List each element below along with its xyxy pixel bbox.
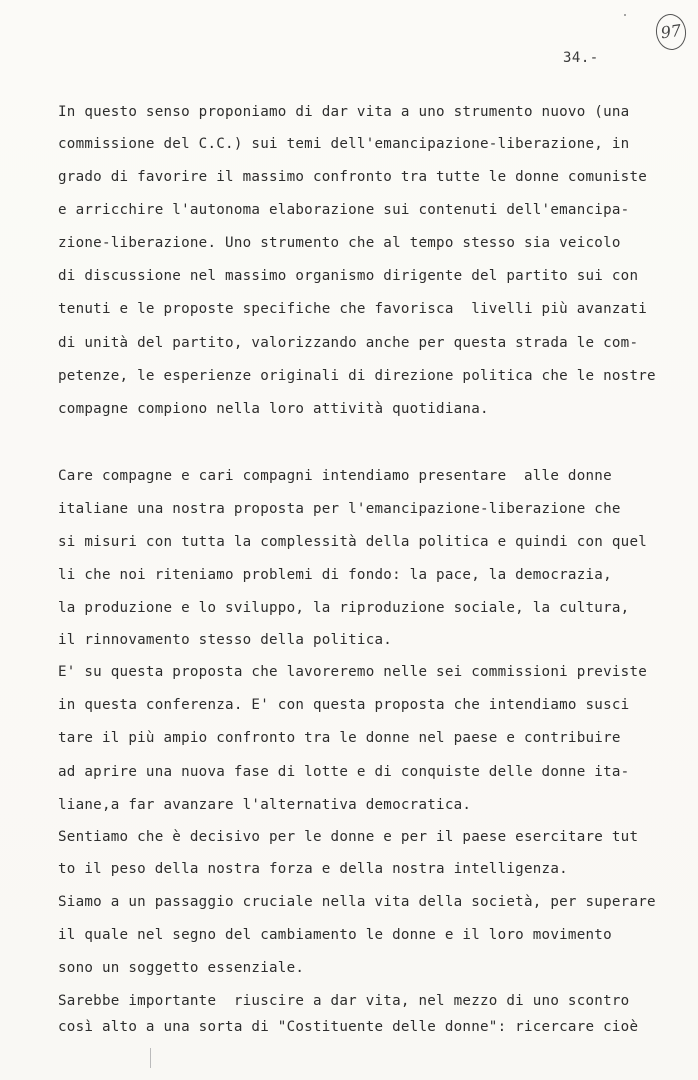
archive-stamp: 97 xyxy=(654,12,689,52)
text-line: il rinnovamento stesso della politica. xyxy=(58,632,393,648)
text-line: e arricchire l'autonoma elaborazione sui contenuti dell'emancipa- xyxy=(58,202,630,218)
text-line: si misuri con tutta la complessità della politica e quindi con quel xyxy=(58,534,648,550)
text-line: petenze, le esperienze originali di direzione politica che le nostre xyxy=(58,368,656,384)
text-line: il quale nel segno del cambiamento le donne e il loro movimento xyxy=(58,927,612,943)
text-line: in questa conferenza. E' con questa proposta che intendiamo susci xyxy=(58,697,630,713)
text-line: zione-liberazione. Uno strumento che al tempo stesso sia veicolo xyxy=(58,235,621,251)
text-line: li che noi riteniamo problemi di fondo: la pace, la democrazia, xyxy=(58,567,612,583)
margin-mark xyxy=(150,1048,151,1068)
text-line: la produzione e lo sviluppo, la riproduzione sociale, la cultura, xyxy=(58,600,630,616)
text-line: di discussione nel massimo organismo dirigente del partito sui con xyxy=(58,268,639,284)
text-line: tare il più ampio confronto tra le donne nel paese e contribuire xyxy=(58,730,621,746)
text-line: di unità del partito, valorizzando anche per questa strada le com- xyxy=(58,335,639,351)
text-line: Siamo a un passaggio cruciale nella vita della società, per superare xyxy=(58,894,656,910)
text-line: sono un soggetto essenziale. xyxy=(58,960,305,976)
text-line: Sarebbe importante riuscire a dar vita, nel mezzo di uno scontro xyxy=(58,993,630,1009)
text-line: compagne compiono nella loro attività quotidiana. xyxy=(58,401,489,417)
text-line: tenuti e le proposte specifiche che favorisca livelli più avanzati xyxy=(58,301,648,317)
text-line: italiane una nostra proposta per l'emancipazione-liberazione che xyxy=(58,501,621,517)
text-line: E' su questa proposta che lavoreremo nelle sei commissioni previste xyxy=(58,664,648,680)
text-line: commissione del C.C.) sui temi dell'emancipazione-liberazione, in xyxy=(58,136,630,152)
text-line: In questo senso proponiamo di dar vita a uno strumento nuovo (una xyxy=(58,104,630,120)
text-line: ad aprire una nuova fase di lotte e di conquiste delle donne ita- xyxy=(58,764,630,780)
page-number: 34.- xyxy=(563,50,599,66)
text-line: liane,a far avanzare l'alternativa democratica. xyxy=(58,797,472,813)
text-line: grado di favorire il massimo confronto tra tutte le donne comuniste xyxy=(58,169,648,185)
text-line: Care compagne e cari compagni intendiamo presentare alle donne xyxy=(58,468,612,484)
text-line: to il peso della nostra forza e della nostra intelligenza. xyxy=(58,861,568,877)
paper-speck xyxy=(624,14,626,16)
text-line: Sentiamo che è decisivo per le donne e per il paese esercitare tut xyxy=(58,829,639,845)
text-line: così alto a una sorta di "Costituente delle donne": ricercare cioè xyxy=(58,1019,639,1035)
